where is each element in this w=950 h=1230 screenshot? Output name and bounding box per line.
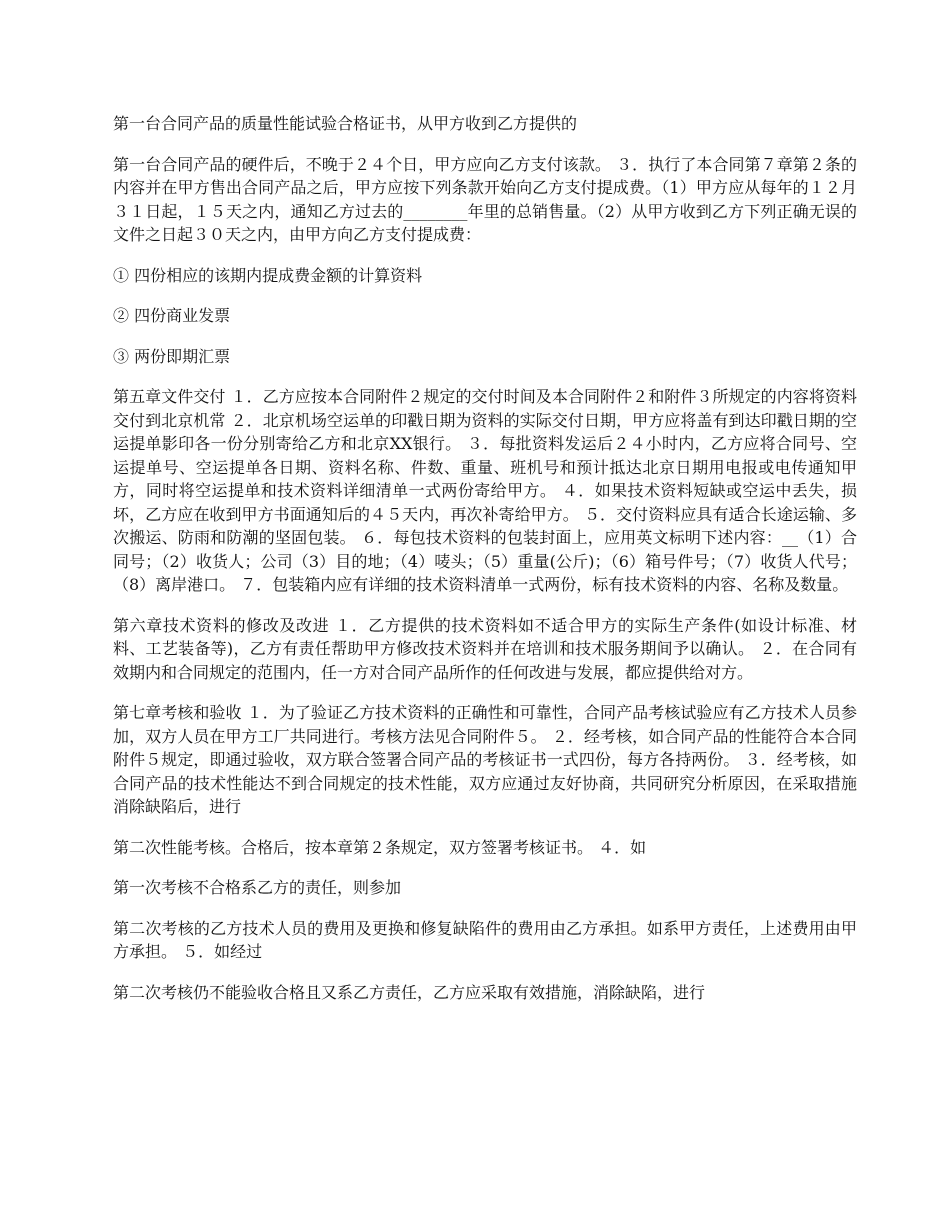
list-item: ② 四份商业发票 bbox=[113, 306, 231, 325]
paragraph: 第一台合同产品的质量性能试验合格证书，从甲方收到乙方提供的 bbox=[113, 114, 578, 133]
paragraph: 第二次考核的乙方技术人员的费用及更换和修复缺陷件的费用由乙方承担。如系甲方责任，上述费用由甲方承担。 ５．如经过 bbox=[113, 918, 857, 961]
paragraph: 第七章考核和验收 １．为了验证乙方技术资料的正确性和可靠性，合同产品考核试验应有乙方技术人员参加，双方人员在甲方工厂共同进行。考核方法见合同附件５。 ２．经考核，如合同产品的性能符合本合同附件５规定，即通过验收，双方联合签署合同产品的考核证书一式四份，每方各持两份。 ３．经考核，如合同产品的技术性能达不到合同规定的技术性能，双方应通过友好协商，共同研究分析原因，在采取措施消除缺陷后，进行 bbox=[113, 703, 857, 816]
paragraph: 第一次考核不合格系乙方的责任，则参加 bbox=[113, 878, 402, 897]
paragraph: 第六章技术资料的修改及改进 １．乙方提供的技术资料如不适合甲方的实际生产条件(如设计标准、材料、工艺装备等)，乙方有责任帮助甲方修改技术资料并在培训和技术服务期间予以确认。 ２．在合同有效期内和合同规定的范围内，任一方对合同产品所作的任何改进与发展，都应提供给对方。 bbox=[113, 615, 857, 682]
paragraph: 第二次性能考核。合格后，按本章第２条规定，双方签署考核证书。 ４．如 bbox=[113, 837, 647, 857]
list-item: ③ 两份即期汇票 bbox=[113, 346, 231, 366]
list-item: ① 四份相应的该期内提成费金额的计算资料 bbox=[113, 265, 423, 285]
paragraph: 第五章文件交付 １．乙方应按本合同附件２规定的交付时间及本合同附件２和附件３所规定的内容将资料交付到北京机常 ２．北京机场空运单的印戳日期为资料的实际交付日期，甲方应将盖有到达印戳日期的空运提单影印各一份分别寄给乙方和北京XX银行。 ３．每批资料发运后２４小时内，乙方应将合同号、空运提单号、空运提单各日期、资料名称、件数、重量、班机号和预计抵达北京日期用电报或电传通知甲方，同时将空运提单和技术资料详细清单一式两份寄给甲方。 ４．如果技术资料短缺或空运中丢失，损坏，乙方应在收到甲方书面通知后的４５天内，再次补寄给甲方。 ５．交付资料应具有适合长途运输、多次搬运、防雨和防潮的坚固包装。 ６．每包技术资料的包装封面上，应用英文标明下述内容：__（1）合同号；（2）收货人；公司（3）目的地；（4）唛头；（5）重量(公斤)；（6）箱号件号；（7）收货人代号；（8）离岸港口。 ７．包装箱内应有详细的技术资料清单一式两份，标有技术资料的内容、名称及数量。 bbox=[113, 387, 857, 594]
document-body bbox=[113, 112, 857, 1021]
paragraph: 第二次考核仍不能验收合格且又系乙方责任，乙方应采取有效措施，消除缺陷，进行 bbox=[113, 982, 706, 1002]
paragraph: 第一台合同产品的硬件后，不晚于２４个日，甲方应向乙方支付该款。 ３．执行了本合同第７章第２条的内容并在甲方售出合同产品之后，甲方应按下列条款开始向乙方支付提成费。（1）甲方应从每年的１２月３１日起，１５天之内，通知乙方过去的________年里的总销售量。（2）从甲方收到乙方下列正确无误的文件之日起３０天之内，由甲方向乙方支付提成费： bbox=[113, 154, 857, 244]
